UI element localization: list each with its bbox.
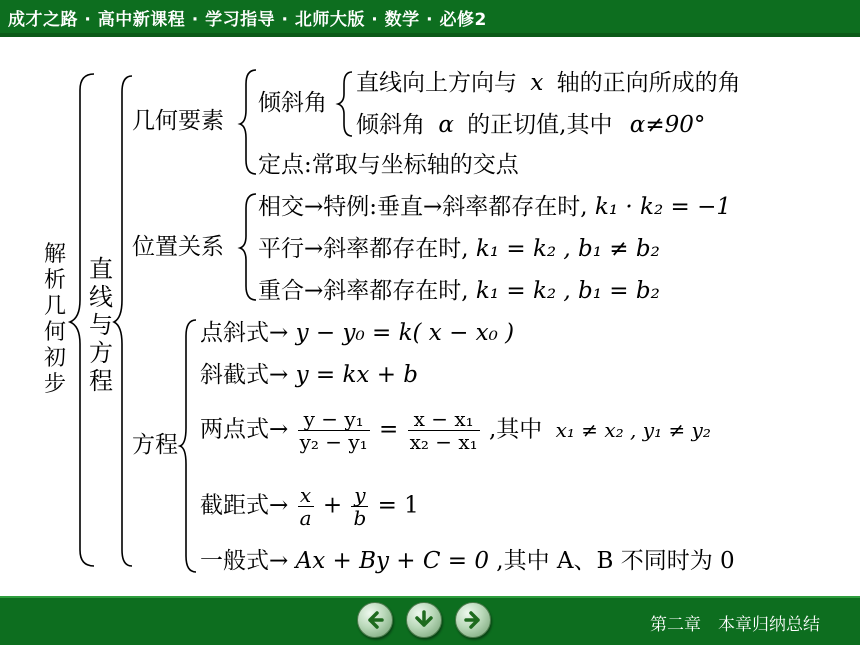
incline-def2-cond: α≠90°: [629, 112, 706, 138]
eq-intercept-label: 截距式→: [200, 492, 289, 519]
relation-intersect: [258, 196, 731, 219]
header-title: 成才之路 · 高中新课程 · 学习指导 · 北师大版 · 数学 · 必修2: [8, 10, 487, 30]
relation-intersect-eq: k₁ · k₂ = −1: [594, 194, 731, 220]
eq-two-point-den2: x₂ − x₁: [409, 430, 478, 454]
eq-intercept-den1: a: [299, 506, 312, 530]
eq-intercept-num2: y: [351, 484, 368, 507]
next-button[interactable]: [455, 602, 491, 638]
footer-chapter: 第二章 本章归纳总结: [650, 615, 820, 635]
arrow-right-icon: [461, 608, 485, 632]
eq-slope-intercept-formula: y = kx + b: [295, 362, 419, 388]
eq-slope-intercept: [200, 364, 418, 387]
arrow-down-icon: [412, 608, 436, 632]
eq-point-slope-label: 点斜式→: [200, 320, 289, 346]
eq-intercept: [200, 484, 419, 529]
eq-intercept-end: = 1: [377, 492, 419, 519]
eq-intercept-frac1: [298, 484, 314, 529]
eq-intercept-den2: b: [353, 506, 367, 530]
eq-intercept-plus: +: [322, 492, 343, 519]
eq-two-point-frac1: [298, 408, 370, 453]
relation-intersect-text: 相交→特例:垂直→斜率都存在时,: [258, 194, 588, 220]
relation-parallel: [258, 238, 660, 261]
eq-two-point-equals: =: [379, 416, 399, 443]
arrow-left-icon: [363, 608, 387, 632]
incline-def2-text: 倾斜角: [356, 112, 425, 138]
branch-equations: 方程: [132, 432, 178, 458]
eq-point-slope-formula: y − y₀ = k( x − x₀ ): [295, 320, 515, 346]
incline-def1-end: 轴的正向所成的角: [556, 70, 741, 96]
incline-def2: [356, 114, 705, 137]
incline-def1-text: 直线向上方向与: [356, 70, 517, 96]
relation-parallel-eq: k₁ = k₂ , b₁ ≠ b₂: [475, 236, 660, 262]
eq-two-point-num1: y − y₁: [298, 408, 370, 431]
eq-two-point-mid: ,其中: [489, 416, 543, 443]
eq-two-point-den1: y₂ − y₁: [299, 430, 368, 454]
topic-title-label: 直线与方程: [89, 255, 113, 395]
branch-elements: 几何要素: [132, 108, 224, 134]
eq-general-label: 一般式→: [200, 548, 289, 574]
eq-intercept-frac2: [351, 484, 368, 529]
fixed-point: 定点:常取与坐标轴的交点: [258, 152, 519, 178]
eq-general: [200, 550, 735, 573]
eq-two-point-frac2: [408, 408, 480, 453]
root-topic: [42, 242, 68, 398]
prev-button[interactable]: [357, 602, 393, 638]
eq-two-point-num2: x − x₁: [408, 408, 480, 431]
relation-coincide: [258, 280, 660, 303]
incline-label: 倾斜角: [258, 90, 327, 116]
incline-def1-var: x: [530, 70, 544, 96]
relation-coincide-text: 重合→斜率都存在时,: [258, 278, 469, 304]
relation-coincide-eq: k₁ = k₂ , b₁ = b₂: [475, 278, 660, 304]
relation-parallel-text: 平行→斜率都存在时,: [258, 236, 469, 262]
eq-two-point: [200, 408, 711, 453]
eq-general-note: ,其中 A、B 不同时为 0: [496, 548, 735, 574]
topic-title: [88, 255, 114, 395]
eq-general-formula: Ax + By + C = 0: [295, 548, 489, 574]
eq-two-point-label: 两点式→: [200, 416, 289, 443]
down-button[interactable]: [406, 602, 442, 638]
eq-slope-intercept-label: 斜截式→: [200, 362, 289, 388]
incline-def2-mid: 的正切值,其中: [467, 112, 613, 138]
eq-intercept-num1: x: [298, 484, 314, 507]
branch-relations: 位置关系: [132, 234, 224, 260]
root-topic-label: 解析几何初步: [43, 242, 66, 397]
eq-point-slope: [200, 322, 514, 345]
eq-two-point-cond: x₁ ≠ x₂ , y₁ ≠ y₂: [555, 417, 711, 442]
incline-def1: [356, 72, 741, 95]
incline-def2-var: α: [438, 112, 454, 138]
